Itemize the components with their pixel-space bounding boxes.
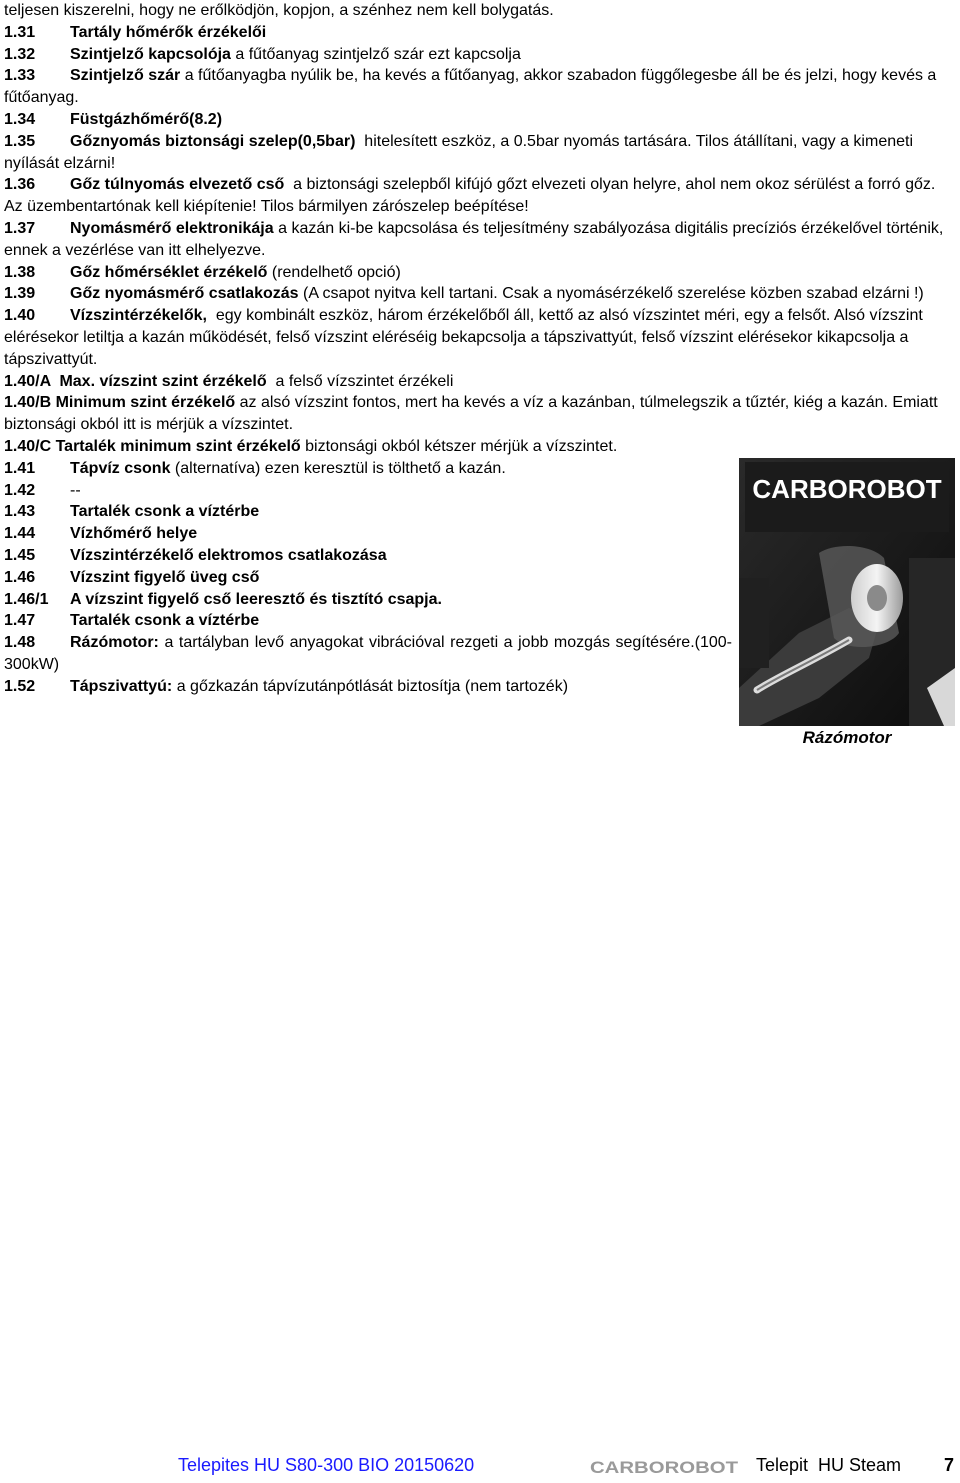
item-title: Tartalék csonk a víztérbe bbox=[70, 503, 260, 521]
item-text: a tartályban levő anyagokat vibrációval rezgeti a jobb mozgás segítésére.(100-300kW) bbox=[4, 634, 732, 673]
paragraph bbox=[4, 218, 948, 262]
item-number: 1.47 bbox=[4, 612, 36, 630]
item-number: 1.32 bbox=[4, 45, 36, 63]
paragraph bbox=[4, 632, 732, 676]
item-title: Szintjelző kapcsolója bbox=[70, 45, 231, 63]
item-number: 1.31 bbox=[4, 23, 36, 41]
item-number: 1.46/1 bbox=[4, 590, 49, 608]
item-number: 1.40 bbox=[4, 307, 36, 325]
item-title: 1.40/B Minimum szint érzékelő bbox=[4, 394, 236, 412]
item-number: 1.52 bbox=[4, 677, 36, 695]
paragraph bbox=[4, 65, 944, 109]
item-title: Vízszint figyelő üveg cső bbox=[70, 568, 260, 586]
paragraph bbox=[4, 392, 944, 436]
item-title: Rázómotor: bbox=[70, 634, 159, 652]
item-title: Gőznyomás biztonsági szelep(0,5bar) bbox=[70, 132, 356, 150]
razomotor-image bbox=[739, 458, 955, 726]
item-number: 1.43 bbox=[4, 503, 36, 521]
item-text: teljesen kiszerelni, hogy ne erőlködjön, kopjon, a szénhez nem kell bolygatás. bbox=[4, 2, 554, 19]
item-number: 1.39 bbox=[4, 285, 36, 303]
item-title: Tartalék csonk a víztérbe bbox=[70, 612, 260, 630]
paragraph bbox=[4, 305, 944, 370]
item-number: 1.33 bbox=[4, 67, 36, 85]
item-number: 1.34 bbox=[4, 110, 36, 128]
photo-brand-text: CARBOROBOT bbox=[752, 474, 942, 504]
paragraph bbox=[4, 109, 944, 131]
footer-logo bbox=[590, 1457, 740, 1483]
item-text: egy kombinált eszköz, három érzékelőből áll, kettő az alsó vízszintet méri, egy a felsőt. Alsó vízszint elérésekor letiltja a kazán működését, felső vízszint eléréséig bekapcsolja a tápszivattyút, felső vízszint elérésekor kikapcsolja a tápszivattyút. bbox=[4, 307, 928, 368]
razomotor-photo bbox=[739, 458, 955, 726]
item-title: Vízszintérzékelő elektromos csatlakozása bbox=[70, 546, 387, 564]
item-title: Tápszivattyú: bbox=[70, 677, 173, 695]
paragraph bbox=[4, 22, 944, 44]
paragraph bbox=[4, 174, 944, 218]
item-title: 1.40/C Tartalék minimum szint érzékelő bbox=[4, 437, 301, 455]
item-text: a felső vízszintet érzékeli bbox=[266, 372, 454, 390]
item-number: 1.35 bbox=[4, 132, 36, 150]
paragraph bbox=[4, 262, 944, 284]
paragraph bbox=[4, 436, 644, 458]
item-title: Nyomásmérő elektronikája bbox=[70, 219, 274, 237]
item-number: 1.38 bbox=[4, 263, 36, 281]
item-number: 1.48 bbox=[4, 634, 36, 652]
item-title: Gőz hőmérséklet érzékelő bbox=[70, 263, 268, 281]
item-title: Vízszintérzékelők, bbox=[70, 307, 207, 325]
item-title: Gőz nyomásmérő csatlakozás bbox=[70, 285, 299, 303]
item-title: Tartály hőmérők érzékelői bbox=[70, 23, 267, 41]
item-text: a fűtőanyagba nyúlik be, ha kevés a fűtőanyag, akkor szabadon függőlegesbe áll be és jelzi, hogy kevés a fűtőanyag. bbox=[4, 67, 941, 107]
item-title: 1.40/A Max. vízszint szint érzékelő bbox=[4, 372, 267, 390]
item-title: Gőz túlnyomás elvezető cső bbox=[70, 176, 285, 194]
footer-label: Telepit HU Steam bbox=[756, 1455, 902, 1475]
footer-document-id: Telepites HU S80-300 BIO 20150620 bbox=[178, 1455, 475, 1475]
paragraph bbox=[4, 371, 944, 393]
item-text: (A csapot nyitva kell tartani. Csak a nyomásérzékelő szerelése közben szabad elzárni !) bbox=[298, 285, 924, 303]
item-text: (rendelhető opció) bbox=[267, 263, 401, 281]
item-number: 1.36 bbox=[4, 176, 36, 194]
item-title: Szintjelző szár bbox=[70, 67, 181, 85]
item-number: 1.41 bbox=[4, 459, 36, 477]
footer-logo-text: CARBOROBOT bbox=[590, 1458, 739, 1476]
item-number: 1.45 bbox=[4, 546, 36, 564]
item-number: 1.44 bbox=[4, 525, 36, 543]
item-text: -- bbox=[70, 481, 81, 499]
item-text: a gőzkazán tápvízutánpótlását biztosítja (nem tartozék) bbox=[172, 677, 569, 695]
paragraph bbox=[4, 0, 944, 22]
photo-caption: Rázómotor bbox=[802, 728, 892, 747]
item-text: a fűtőanyag szintjelző szár ezt kapcsolja bbox=[230, 45, 521, 63]
item-number: 1.46 bbox=[4, 568, 36, 586]
item-number: 1.37 bbox=[4, 219, 36, 237]
item-text: biztonsági okból kétszer mérjük a vízszintet. bbox=[300, 437, 618, 455]
item-title: A vízszint figyelő cső leeresztő és tisztító csapja. bbox=[70, 590, 442, 608]
item-text: az alsó vízszint fontos, mert ha kevés a víz a kazánban, túlmelegszik a tűztér, kiég a kazán. Emiatt biztonsági okból itt is mérjük a vízszintet. bbox=[4, 394, 943, 434]
item-text: (alternatíva) ezen keresztül is tölthető a kazán. bbox=[170, 459, 506, 477]
item-text: a kazán ki-be kapcsolása és teljesítmény szabályozása digitális precíziós érzékelővel történik, ennek a vezérlése van itt elhelyezve. bbox=[4, 219, 948, 259]
item-text: hitelesített eszköz, a 0.5bar nyomás tartására. Tilos átállítani, vagy a kimeneti nyílását elzárni! bbox=[4, 132, 918, 172]
page-footer bbox=[0, 1452, 960, 1478]
item-title: Vízhőmérő helye bbox=[70, 525, 198, 543]
page-number: 7 bbox=[944, 1455, 955, 1475]
item-title: Füstgázhőmérő(8.2) bbox=[70, 110, 223, 128]
item-text: a biztonsági szelepből kifújó gőzt elvezeti olyan helyre, ahol nem okoz sérülést a forró gőz. Az üzembentartónak kell kiépítenie! Tilos bármilyen zárószelep beépítése! bbox=[4, 176, 939, 216]
paragraph bbox=[4, 44, 944, 66]
item-title: Tápvíz csonk bbox=[70, 459, 171, 477]
item-number: 1.42 bbox=[4, 481, 36, 499]
paragraph bbox=[4, 131, 944, 175]
paragraph bbox=[4, 283, 944, 305]
